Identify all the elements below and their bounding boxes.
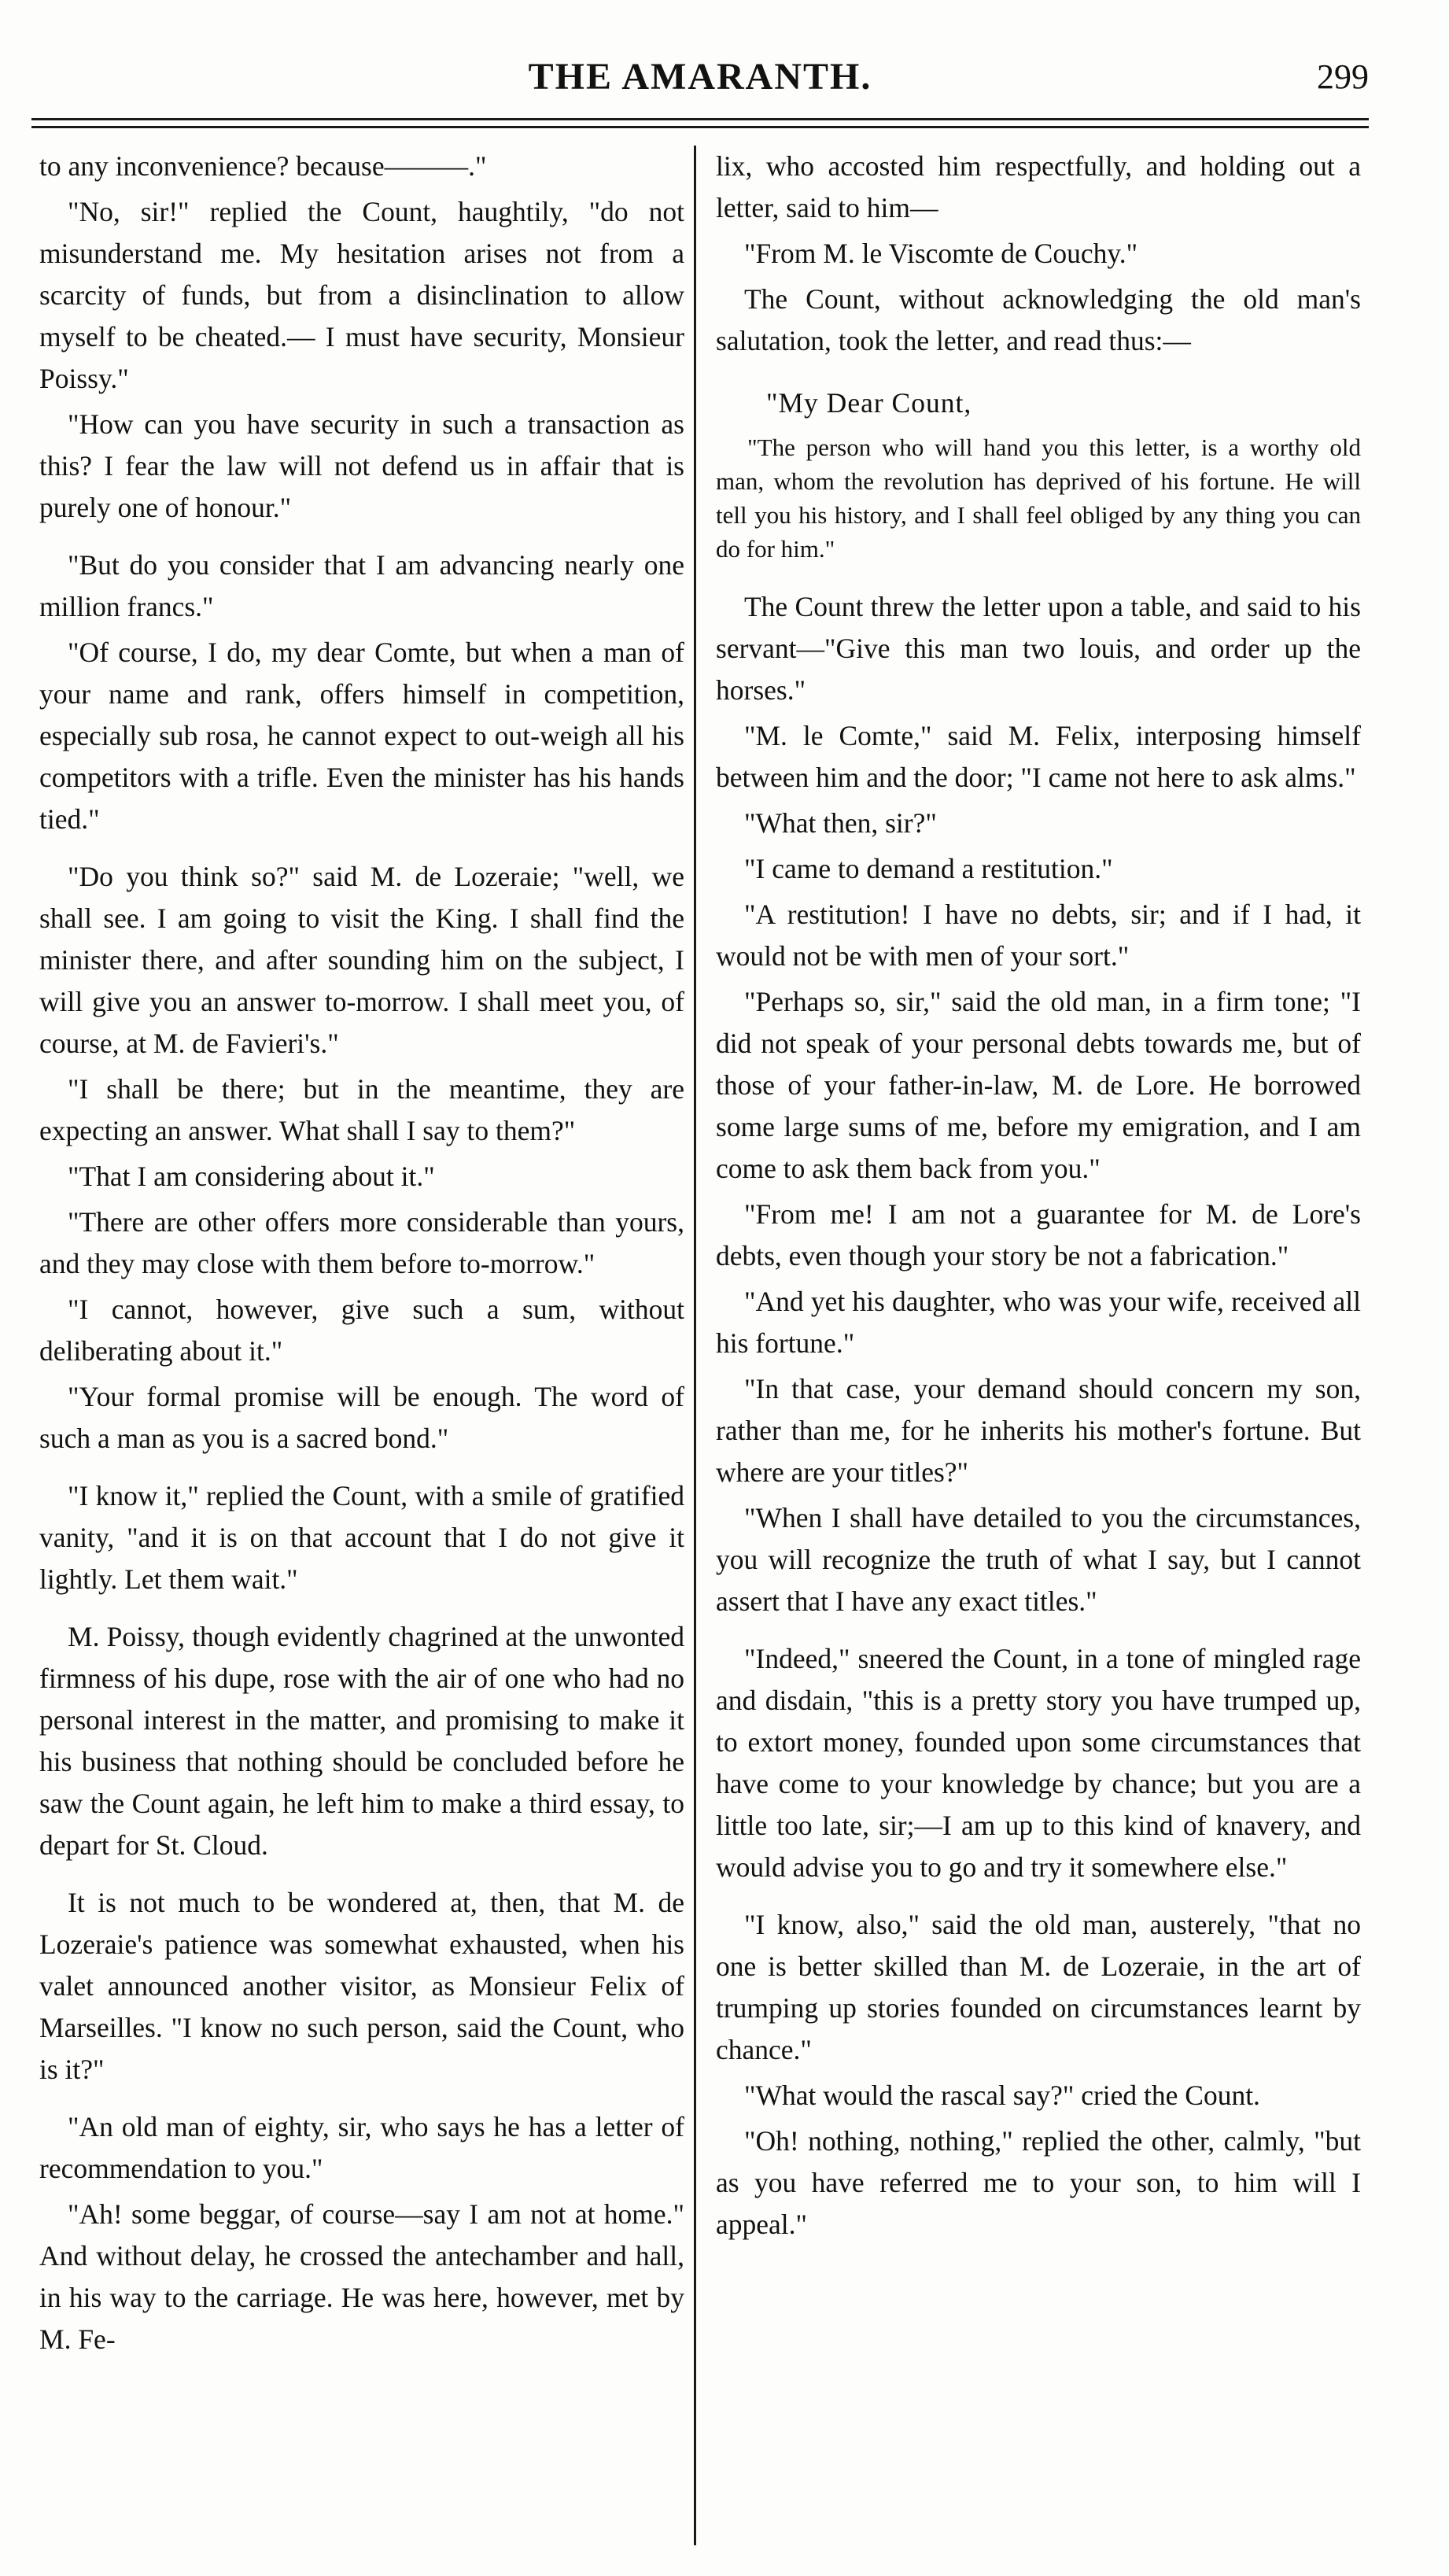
paragraph: It is not much to be wondered at, then, that M. de Lozeraie's patience was somewhat exhausted, when his valet announced another visitor, as Monsieur Felix of Marseilles. "I know no such person, said the Count, who is it?": [39, 1887, 684, 2085]
paragraph: "But do you consider that I am advancing nearly one million francs.": [39, 549, 684, 622]
paragraph: "There are other offers more considerable than yours, and they may close with them before to-morrow.": [39, 1206, 684, 1279]
right-column: [716, 146, 1361, 2537]
paragraph: "In that case, your demand should concern my son, rather than me, for he inherits his mother's fortune. But where are your titles?": [716, 1373, 1361, 1488]
column-divider: [694, 146, 696, 2545]
paragraph: "Indeed," sneered the Count, in a tone of mingled rage and disdain, "this is a pretty story you have trumped up, to extort money, founded upon some circumstances that have come to your knowledge by chance; but you are a little too late, sir;—I am up to this kind of knavery, and would advise you to go and try it somewhere else.": [716, 1643, 1361, 1883]
running-title: THE AMARANTH.: [528, 56, 872, 98]
paragraph: "Oh! nothing, nothing," replied the other, calmly, "but as you have referred me to your son, to him will I appeal.": [716, 2125, 1361, 2240]
paragraph: "From M. le Viscomte de Couchy.": [744, 238, 1138, 269]
paragraph: "A restitution! I have no debts, sir; and if I had, it would not be with men of your sort.": [716, 899, 1361, 972]
paragraph: lix, who accosted him respectfully, and holding out a letter, said to him—: [716, 150, 1361, 223]
paragraph: "I know it," replied the Count, with a smile of gratified vanity, "and it is on that account that I do not give it lightly. Let them wait.": [39, 1480, 684, 1595]
paragraph: "Your formal promise will be enough. The word of such a man as you is a sacred bond.": [39, 1381, 684, 1454]
header-rule-bottom: [31, 126, 1369, 128]
paragraph: "What then, sir?": [744, 807, 937, 839]
paragraph: "Perhaps so, sir," said the old man, in a firm tone; "I did not speak of your personal debts towards me, but of those of your father-in-law, M. de Lore. He borrowed some large sums of me, before my emigration, and I am come to ask them back from you.": [716, 986, 1361, 1184]
paragraph: "That I am considering about it.": [68, 1161, 435, 1192]
page-header: [31, 47, 1369, 118]
paragraph: "When I shall have detailed to you the circumstances, you will recognize the truth of what I say, but I cannot assert that I have any exact titles.": [716, 1502, 1361, 1617]
letter-body: "The person who will hand you this letter, is a worthy old man, whom the revolution has deprived of his fortune. He will tell you his history, and I shall feel obliged by any thing you can do for him.": [716, 434, 1361, 563]
page-number: 299: [1317, 57, 1369, 96]
paragraph: "I came to demand a restitution.": [744, 853, 1113, 884]
paragraph: "And yet his daughter, who was your wife, received all his fortune.": [716, 1286, 1361, 1359]
left-column: [39, 146, 684, 2537]
letter-salutation: "My Dear Count,: [766, 387, 972, 419]
paragraph: "Of course, I do, my dear Comte, but when a man of your name and rank, offers himself in competition, especially sub rosa, he cannot expect to out-weigh all his competitors with a trifle. Even the minister has his hands tied.": [39, 637, 684, 835]
paragraph: The Count, without acknowledging the old man's salutation, took the letter, and read thus:—: [716, 283, 1361, 356]
paragraph: The Count threw the letter upon a table, and said to his servant—"Give this man two louis, and order up the horses.": [716, 591, 1361, 706]
paragraph: "An old man of eighty, sir, who says he has a letter of recommendation to you.": [39, 2111, 684, 2184]
paragraph: "I shall be there; but in the meantime, they are expecting an answer. What shall I say to them?": [39, 1073, 684, 1146]
header-rule-top: [31, 118, 1369, 120]
paragraph: "What would the rascal say?" cried the Count.: [744, 2080, 1260, 2111]
paragraph: to any inconvenience? because———.": [39, 150, 487, 182]
paragraph: "From me! I am not a guarantee for M. de Lore's debts, even though your story be not a fabrication.": [716, 1198, 1361, 1271]
paragraph: "How can you have security in such a transaction as this? I fear the law will not defend us in affair that is purely one of honour.": [39, 408, 684, 523]
paragraph: "I know, also," said the old man, austerely, "that no one is better skilled than M. de Lozeraie, in the art of trumping up stories founded on circumstances learnt by chance.": [716, 1909, 1361, 2065]
paragraph: "No, sir!" replied the Count, haughtily, "do not misunderstand me. My hesitation arises not from a scarcity of funds, but from a disinclination to allow myself to be cheated.— I must have security, Monsieur Poissy.": [39, 196, 684, 394]
paragraph: M. Poissy, though evidently chagrined at the unwonted firmness of his dupe, rose with the air of one who had no personal interest in the matter, and promising to make it his business that nothing should be concluded before he saw the Count again, he left him to make a third essay, to depart for St. Cloud.: [39, 1621, 684, 1861]
paragraph: "Do you think so?" said M. de Lozeraie; "well, we shall see. I am going to visit the King. I shall find the minister there, and after sounding him on the subject, I will give you an answer to-morrow. I shall meet you, of course, at M. de Favieri's.": [39, 861, 684, 1059]
paragraph: "Ah! some beggar, of course—say I am not at home." And without delay, he crossed the antechamber and hall, in his way to the carriage. He was here, however, met by M. Fe-: [39, 2198, 684, 2355]
paragraph: "M. le Comte," said M. Felix, interposing himself between him and the door; "I came not here to ask alms.": [716, 720, 1361, 793]
paragraph: "I cannot, however, give such a sum, without deliberating about it.": [39, 1294, 684, 1367]
